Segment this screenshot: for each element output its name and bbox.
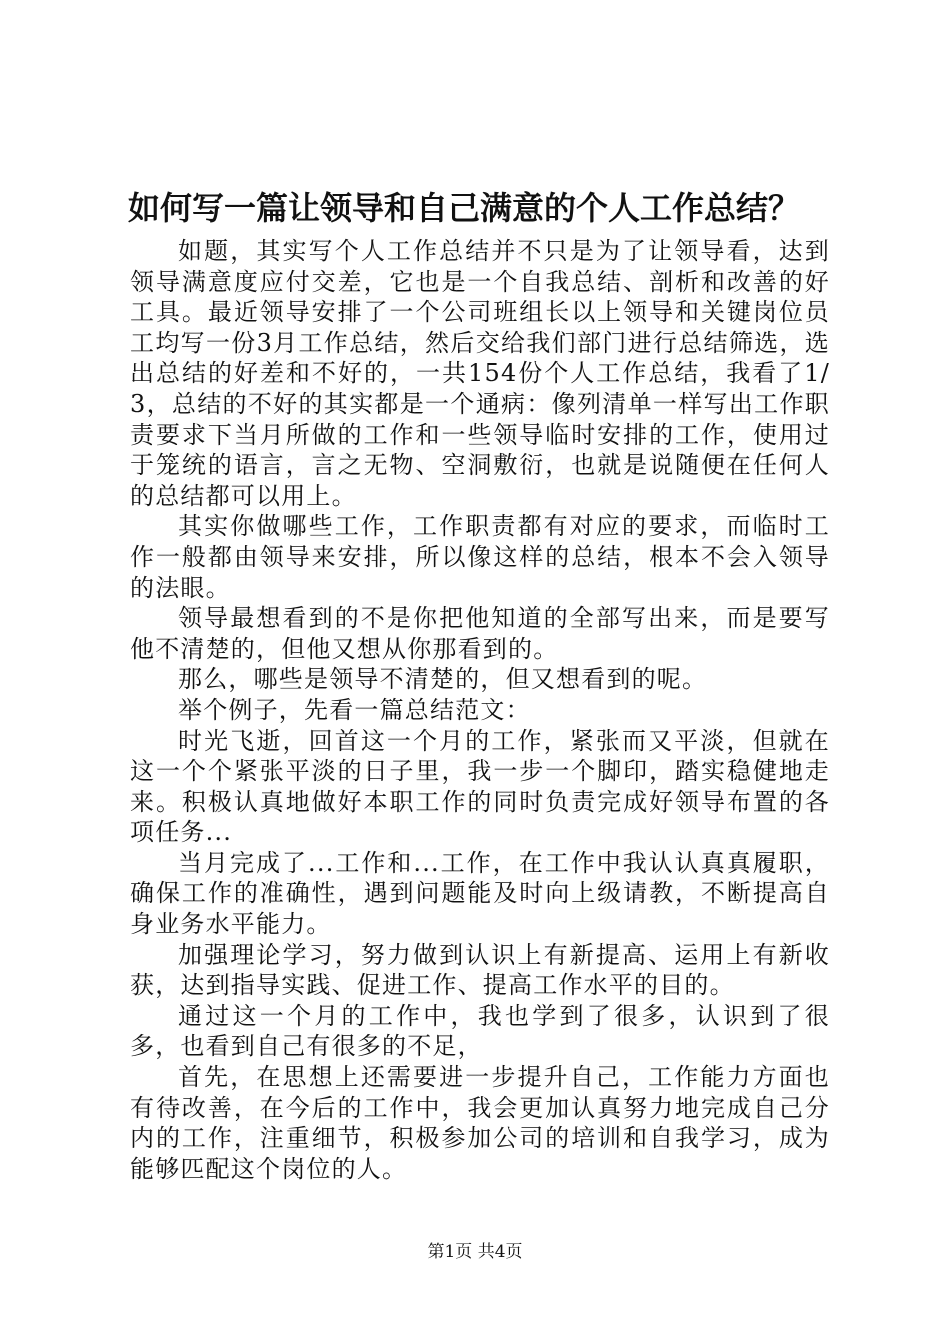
body-paragraph: 领导最想看到的不是你把他知道的全部写出来，而是要写他不清楚的，但他又想从你那看到的。 — [130, 604, 830, 663]
document-title: 如何写一篇让领导和自己满意的个人工作总结？ — [128, 189, 801, 227]
body-paragraph: 加强理论学习，努力做到认识上有新提高、运用上有新收获，达到指导实践、促进工作、提高工作水平的目的。 — [130, 940, 830, 1000]
body-paragraph: 首先，在思想上还需要进一步提升自己，工作能力方面也有待改善，在今后的工作中，我会更加认真努力地完成自己分内的工作，注重细节，积极参加公司的培训和自我学习，成为能够匹配这个岗位的人。 — [130, 1063, 830, 1183]
body-paragraph: 那么，哪些是领导不清楚的，但又想看到的呢。 — [178, 665, 708, 694]
page-number: 第1页 共4页 — [427, 1242, 523, 1262]
document-body — [130, 236, 830, 1184]
body-paragraph: 如题，其实写个人工作总结并不只是为了让领导看，达到领导满意度应付交差，它也是一个自我总结、剖析和改善的好工具。最近领导安排了一个公司班组长以上领导和关键岗位员工均写一份3月工作总结，然后交给我们部门进行总结筛选，选出总结的好差和不好的，一共154份个人工作总结，我看了1/3，总结的不好的其实都是一个通病：像列清单一样写出工作职责要求下当月所做的工作和一些领导临时安排的工作，使用过于笼统的语言，言之无物、空洞敷衍，也就是说随便在任何人的总结都可以用上。 — [130, 237, 830, 510]
body-paragraph: 当月完成了...工作和...工作，在工作中我认认真真履职，确保工作的准确性，遇到问题能及时向上级请教，不断提高自身业务水平能力。 — [130, 848, 830, 939]
body-paragraph: 通过这一个月的工作中，我也学到了很多，认识到了很多，也看到自己有很多的不足， — [130, 1001, 830, 1061]
body-paragraph: 举个例子，先看一篇总结范文： — [178, 695, 531, 724]
body-paragraph: 其实你做哪些工作，工作职责都有对应的要求，而临时工作一般都由领导来安排，所以像这样的总结，根本不会入领导的法眼。 — [130, 512, 830, 602]
body-paragraph: 时光飞逝，回首这一个月的工作，紧张而又平淡，但就在这一个个紧张平淡的日子里，我一步一个脚印，踏实稳健地走来。积极认真地做好本职工作的同时负责完成好领导布置的各项任务... — [130, 726, 830, 847]
